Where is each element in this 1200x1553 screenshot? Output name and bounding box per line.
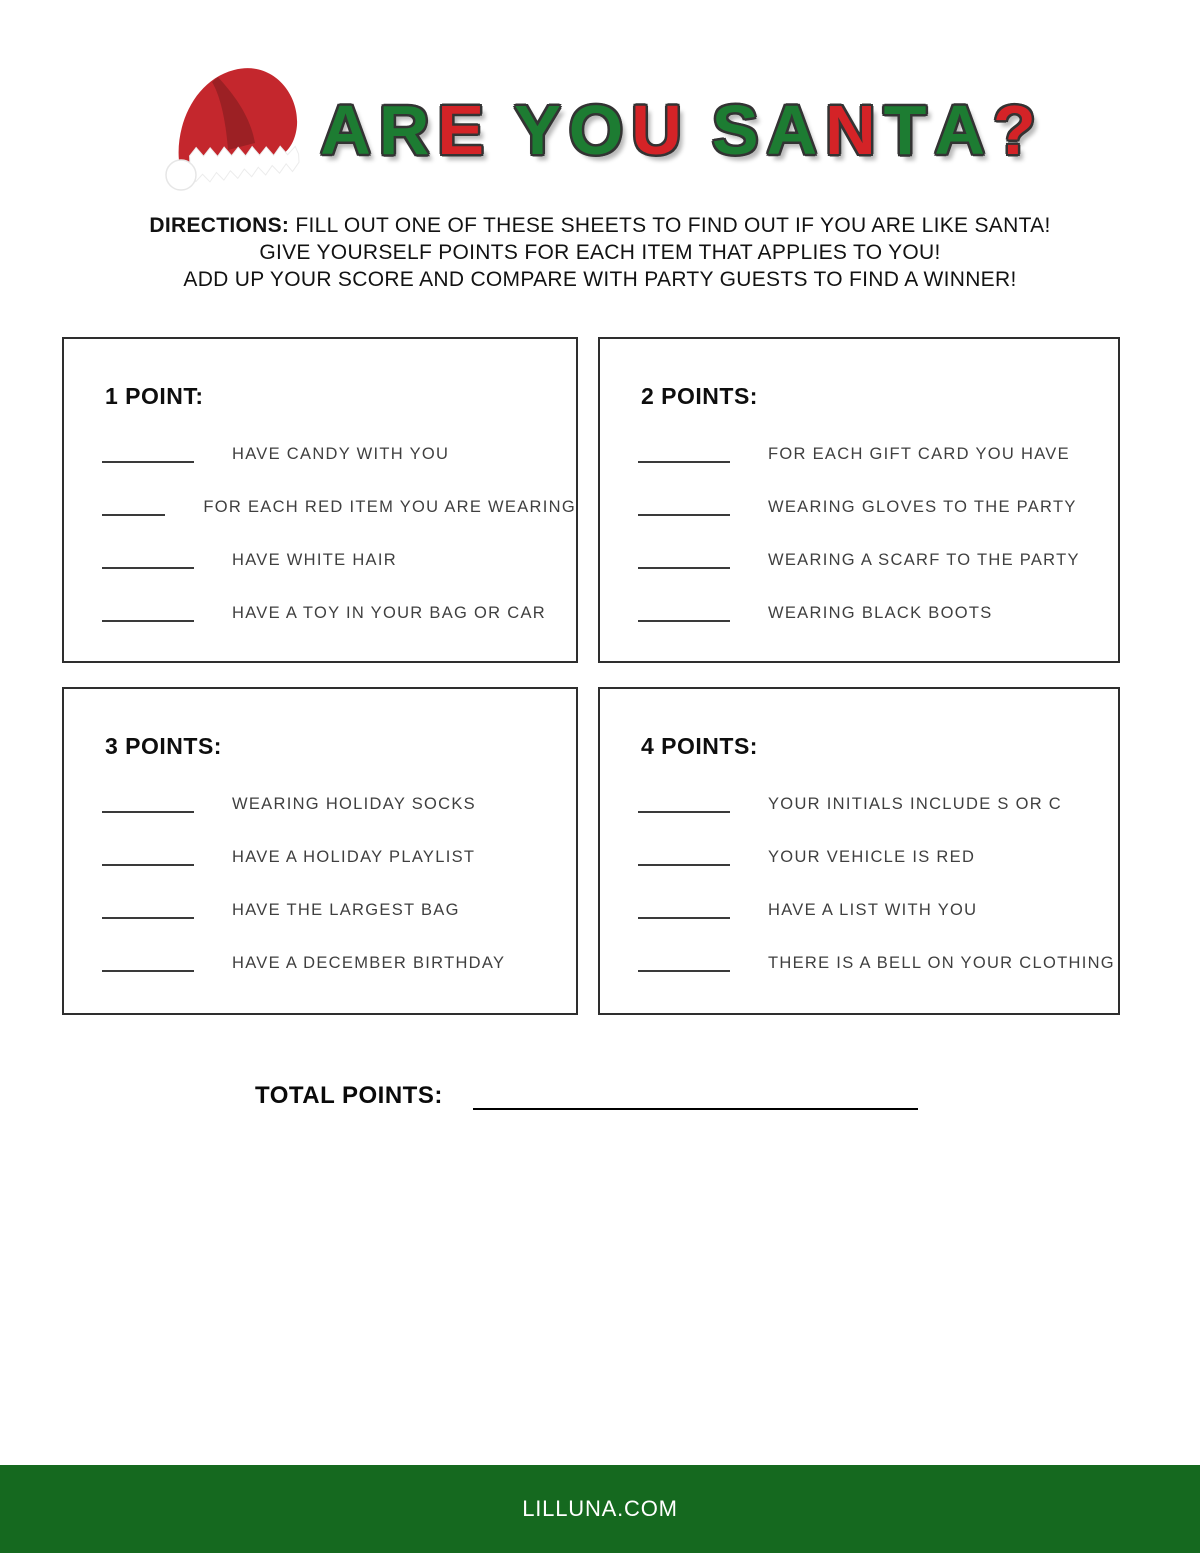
score-item-label: HAVE A TOY IN YOUR BAG OR CAR <box>232 603 547 622</box>
score-row <box>638 599 1118 622</box>
total-points <box>255 1080 918 1110</box>
score-blank-line[interactable] <box>102 546 194 569</box>
title-letter: ? <box>992 90 1036 169</box>
directions-line-3: ADD UP YOUR SCORE AND COMPARE WITH PARTY GUESTS TO FIND A WINNER! <box>183 268 1017 291</box>
score-item-label: FOR EACH GIFT CARD YOU HAVE <box>768 444 1070 463</box>
score-row <box>638 790 1118 813</box>
title-letter: T <box>883 90 927 169</box>
box-heading: 1 POINT: <box>105 383 204 409</box>
score-blank-line[interactable] <box>638 896 730 919</box>
score-row <box>102 896 576 919</box>
score-item-label: YOUR VEHICLE IS RED <box>768 847 976 866</box>
title-letter: N <box>825 90 876 169</box>
score-box-2 <box>598 337 1120 663</box>
score-item-label: FOR EACH RED ITEM YOU ARE WEARING <box>203 497 576 516</box>
score-blank-line[interactable] <box>638 440 730 463</box>
header <box>0 52 1200 207</box>
score-row <box>638 546 1118 569</box>
score-item-label: HAVE A HOLIDAY PLAYLIST <box>232 847 476 866</box>
title-letter: O <box>568 90 624 169</box>
title-letter: S <box>711 90 759 169</box>
score-blank-line[interactable] <box>102 790 194 813</box>
directions <box>0 212 1200 293</box>
score-item-label: HAVE WHITE HAIR <box>232 550 397 569</box>
score-item-label: WEARING A SCARF TO THE PARTY <box>768 550 1080 569</box>
score-item-label: HAVE A LIST WITH YOU <box>768 900 978 919</box>
score-row <box>102 790 576 813</box>
score-blank-line[interactable] <box>102 949 194 972</box>
title-letter: A <box>934 90 985 169</box>
score-blank-line[interactable] <box>102 440 194 463</box>
directions-label: DIRECTIONS: <box>149 214 290 237</box>
directions-line-1 <box>0 212 1200 239</box>
score-row <box>638 896 1118 919</box>
score-row <box>638 440 1118 463</box>
title-letter: E <box>437 90 485 169</box>
score-item-label: WEARING BLACK BOOTS <box>768 603 993 622</box>
score-item-label: HAVE A DECEMBER BIRTHDAY <box>232 953 506 972</box>
score-row <box>102 493 576 516</box>
score-box-3 <box>62 687 578 1015</box>
title-letter: Y <box>514 90 561 169</box>
page-title <box>316 90 1039 169</box>
score-blank-line[interactable] <box>102 599 194 622</box>
title-letter: R <box>378 90 430 169</box>
score-item-label: WEARING GLOVES TO THE PARTY <box>768 497 1077 516</box>
directions-line-2: GIVE YOURSELF POINTS FOR EACH ITEM THAT APPLIES TO YOU! <box>259 241 941 264</box>
santa-hat-icon <box>160 53 310 203</box>
title-letter: U <box>631 90 682 169</box>
title-letter: A <box>320 90 371 169</box>
score-item-label: THERE IS A BELL ON YOUR CLOTHING <box>768 953 1115 972</box>
score-boxes-grid <box>62 337 1120 1015</box>
score-blank-line[interactable] <box>638 599 730 622</box>
title-letter: A <box>766 90 818 169</box>
score-item-label: HAVE THE LARGEST BAG <box>232 900 460 919</box>
score-item-label: YOUR INITIALS INCLUDE S OR C <box>768 794 1063 813</box>
directions-text-1: FILL OUT ONE OF THESE SHEETS TO FIND OUT IF YOU ARE LIKE SANTA! <box>295 214 1051 237</box>
total-points-label: TOTAL POINTS: <box>255 1082 443 1109</box>
footer-bar <box>0 1465 1200 1553</box>
total-points-line[interactable] <box>473 1080 918 1110</box>
score-box-1 <box>62 337 578 663</box>
score-row <box>102 843 576 866</box>
score-row <box>102 599 576 622</box>
score-blank-line[interactable] <box>638 843 730 866</box>
score-blank-line[interactable] <box>638 790 730 813</box>
score-row <box>638 493 1118 516</box>
score-blank-line[interactable] <box>638 546 730 569</box>
score-row <box>638 949 1118 972</box>
score-row <box>638 843 1118 866</box>
score-blank-line[interactable] <box>638 493 730 516</box>
score-row <box>102 440 576 463</box>
score-item-label: WEARING HOLIDAY SOCKS <box>232 794 476 813</box>
score-box-4 <box>598 687 1120 1015</box>
score-blank-line[interactable] <box>102 896 194 919</box>
score-row <box>102 546 576 569</box>
box-heading: 2 POINTS: <box>641 383 758 409</box>
footer-site-text: LILLUNA.COM <box>522 1496 678 1521</box>
score-blank-line[interactable] <box>102 493 165 516</box>
score-row <box>102 949 576 972</box>
score-item-label: HAVE CANDY WITH YOU <box>232 444 450 463</box>
box-heading: 3 POINTS: <box>105 733 222 759</box>
score-blank-line[interactable] <box>638 949 730 972</box>
score-blank-line[interactable] <box>102 843 194 866</box>
box-heading: 4 POINTS: <box>641 733 758 759</box>
